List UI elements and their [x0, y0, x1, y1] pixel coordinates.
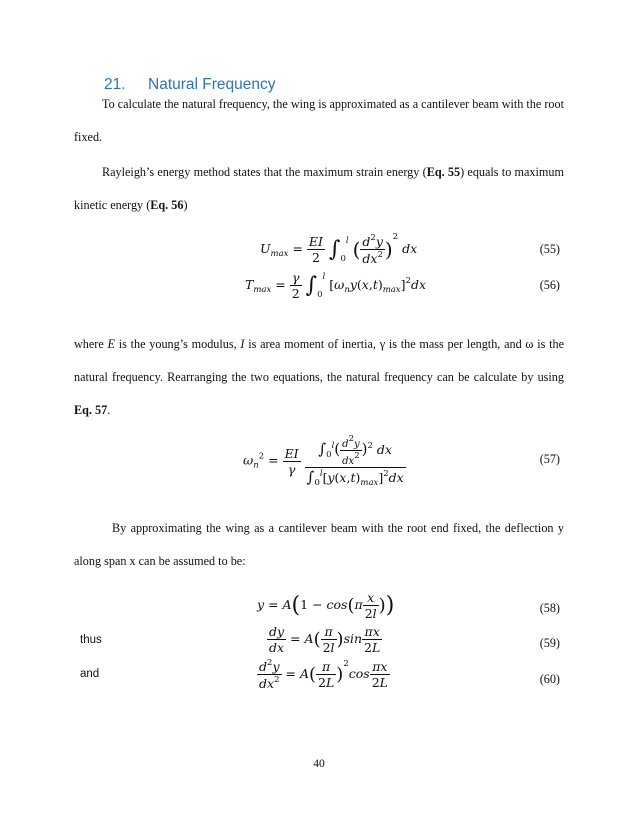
page-number: 40	[313, 758, 325, 770]
equation-60	[60, 658, 560, 698]
p3-text-a: where	[74, 337, 108, 351]
paragraph-definitions	[74, 328, 564, 427]
equation-number-57: (57)	[539, 452, 560, 466]
paragraph-rayleigh	[74, 156, 564, 222]
section-title: Natural Frequency	[148, 76, 276, 93]
equation-number-56: (56)	[539, 278, 560, 292]
p2-text-a: Rayleigh’s energy method states that the maximum strain energy (	[102, 165, 427, 179]
equation-60-body: $\frac{d^2y}{dx^2}$ = A( $\frac{\pi}{2L}$ )$^2$cos $\frac{\pi x}{2L}$	[259, 658, 388, 691]
symbol-E: E	[107, 337, 115, 351]
section-number: 21.	[104, 76, 126, 93]
symbol-I: I	[240, 337, 245, 351]
equation-55	[60, 232, 560, 272]
equation-55-body: $U_{max}$ = $\frac{EI}{2}$ $\int_0^l$ ( $\frac{d^2y}{dx^2}$ )$^2$ dx	[260, 232, 418, 266]
paragraph-1: To calculate the natural frequency, the wing is approximated as a cantilever beam with the root fixed.	[74, 97, 564, 144]
label-and: and	[80, 668, 100, 680]
paragraph-deflection	[74, 512, 564, 578]
label-thus: thus	[80, 634, 102, 646]
p3-text-d: .	[107, 403, 111, 417]
eq-ref-56: Eq. 56	[150, 198, 184, 212]
equation-57-body: $\omega_n^2$ = $\frac{EI}{\gamma}$ $\int_0^l$( $\frac{d^2y}{dx^2}$ )$^2$ dx $\int_0^l[y(x,t)_{max}]^2dx$	[243, 434, 404, 488]
eq-ref-57: Eq. 57	[74, 403, 108, 417]
paragraph-intro	[74, 88, 564, 154]
p2-text-c: )	[183, 198, 188, 212]
p2-text-b: ) equals to maximum kinetic energy (	[74, 165, 564, 212]
equation-56-body: $T_{max}$ = $\frac{\gamma}{2}$ $\int_0^l$ $[\omega_ny(x,t)_{max}]^2dx$	[245, 270, 427, 301]
equation-57	[60, 434, 560, 490]
equation-58-body: y = A(1 − cos(π $\frac{x}{2l}$ ))	[257, 590, 395, 621]
equation-56	[60, 270, 560, 310]
equation-number-59: (59)	[539, 636, 560, 650]
equation-number-58: (58)	[539, 601, 560, 615]
p3-text-b: is the young’s modulus,	[114, 337, 241, 351]
equation-number-55: (55)	[539, 242, 560, 256]
equation-number-60: (60)	[539, 672, 560, 686]
equation-59-body: $\frac{dy}{dx}$ = A( $\frac{\pi}{2l}$ )sin $\frac{\pi x}{2L}$	[269, 624, 381, 655]
paragraph-4: By approximating the wing as a cantilever beam with the root end fixed, the deflection y along span x can be assumed to be:	[74, 521, 564, 568]
eq-ref-55: Eq. 55	[426, 165, 461, 179]
p3-text-c: is area moment of inertia, γ is the mass per length, and ω is the natural frequency. Rearranging the two equations, the natural frequency can be calculate by using	[74, 337, 564, 384]
